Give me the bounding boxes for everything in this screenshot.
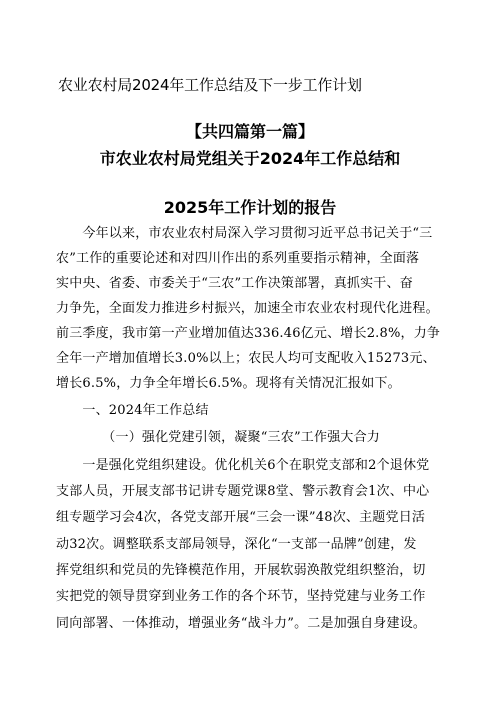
body-line: 动32次。调整联系支部局领导，深化“一支部一品牌”创建，发	[56, 537, 417, 552]
body-line: 组专题学习会4次，各党支部开展“三会一课”48次、主题党日活	[56, 510, 426, 525]
body-line: 一是强化党组织建设。优化机关6个在职党支部和2个退休党	[56, 458, 430, 473]
subsection-heading: （一）强化党建引领，凝聚“三农”工作强大合力	[56, 430, 380, 445]
body-line: 实中央、省委、市委关于“三农”工作决策部署，真抓实干、奋	[56, 276, 413, 291]
body-line: 今年以来，市农业农村局深入学习贯彻习近平总书记关于“三	[56, 226, 433, 241]
report-title-line-1: 市农业农村局党组关于2024年工作总结和	[99, 149, 401, 168]
body-line: 增长6.5%，力争全年增长6.5%。现将有关情况汇报如下。	[56, 376, 401, 391]
body-line: 全年一产增加值增长3.0%以上；农民人均可支配收入15273元、	[56, 351, 436, 366]
body-line: 力争先，全面发力推进乡村振兴，加速全市农业农村现代化进程。	[56, 301, 439, 316]
body-line: 支部人员，开展支部书记讲专题党课8堂、警示教育会1次、中心	[56, 484, 430, 499]
body-line: 实把党的领导贯穿到业务工作的各个环节，坚持党建与业务工作	[56, 589, 426, 604]
series-label: 【共四篇第一篇】	[185, 122, 314, 141]
document-title: 农业农村局2024年工作总结及下一步工作计划	[58, 76, 362, 94]
section-heading: 一、2024年工作总结	[56, 403, 209, 418]
body-line: 前三季度，我市第一产业增加值达336.46亿元、增长2.8%，力争	[56, 326, 441, 341]
body-line: 同向部署、一体推动，增强业务“战斗力”。二是加强自身建设。	[56, 616, 427, 631]
report-title-line-2: 2025年工作计划的报告	[163, 198, 337, 217]
body-line: 农”工作的重要论述和对四川作出的系列重要指示精神，全面落	[56, 251, 420, 266]
body-line: 挥党组织和党员的先锋模范作用，开展软弱涣散党组织整治，切	[56, 563, 426, 578]
